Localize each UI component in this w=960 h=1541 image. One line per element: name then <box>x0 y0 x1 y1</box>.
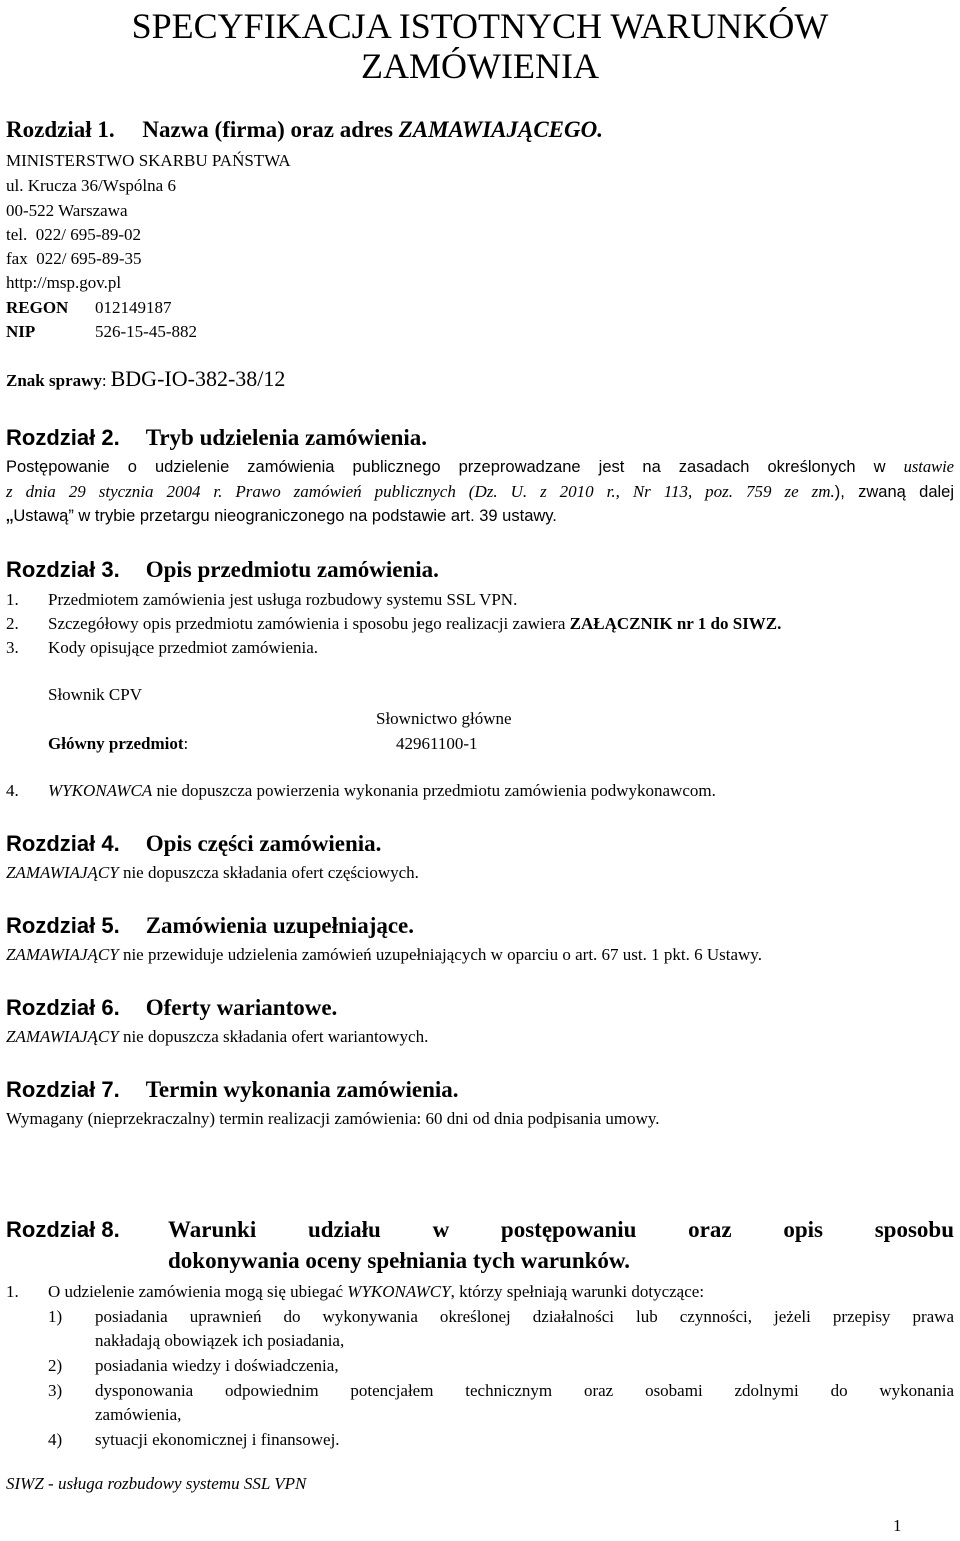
r8-item-text: O udzielenie zamówienia mogą się ubiegać WYKONAWCY, którzy spełniają warunki dotyczące: <box>48 1282 705 1301</box>
r4-title: Opis części zamówienia. <box>145 831 382 856</box>
r7-text: Wymagany (nieprzekraczalny) termin realizacji zamówienia: 60 dni od dnia podpisania umowy. <box>6 1109 660 1128</box>
r8-sub-num: 3) <box>48 1381 63 1400</box>
r4-text: ZAMAWIAJĄCY nie dopuszcza składania ofert częściowych. <box>6 863 419 882</box>
r3-item-text: Przedmiotem zamówienia jest usługa rozbudowy systemu SSL VPN. <box>48 590 518 609</box>
cpv-row-code: 42961100-1 <box>396 734 478 753</box>
r3-item4-text: WYKONAWCA nie dopuszcza powierzenia wykonania przedmiotu zamówienia podwykonawcom. <box>48 781 716 800</box>
nip-label: NIP <box>6 322 36 341</box>
r1-title: Nazwa (firma) oraz adres ZAMAWIAJĄCEGO. <box>142 117 603 142</box>
r8-sub-text: dysponowania odpowiednim potencjałem technicznym oraz osobami zdolnymi do wykonania <box>95 1381 954 1400</box>
r8-sub-text-cont: nakładają obowiązek ich posiadania, <box>95 1331 345 1350</box>
page-footer: SIWZ - usługa rozbudowy systemu SSL VPN <box>6 1474 307 1493</box>
r3-item-text: Szczegółowy opis przedmiotu zamówienia i sposobu jego realizacji zawiera ZAŁĄCZNIK nr 1 do SIWZ. <box>48 614 782 633</box>
r8-label: Rozdział 8. <box>6 1217 120 1242</box>
r3-label: Rozdział 3. <box>6 557 120 582</box>
address-line: tel. 022/ 695-89-02 <box>6 225 142 244</box>
r3-heading <box>6 557 439 583</box>
znak-label: Znak sprawy <box>6 371 102 390</box>
r5-text: ZAMAWIAJĄCY nie przewiduje udzielenia zamówień uzupełniających w oparciu o art. 67 ust. 1 pkt. 6 Ustawy. <box>6 945 762 964</box>
r5-title: Zamówienia uzupełniające. <box>145 913 415 938</box>
address-line: http://msp.gov.pl <box>6 273 122 292</box>
r2-paragraph-line2: z dnia 29 stycznia 2004 r. Prawo zamówień publicznych (Dz. U. z 2010 r., Nr 113, poz. 759 ze zm.), zwaną dalej <box>6 482 954 501</box>
cpv-column-header: Słownictwo główne <box>376 709 512 728</box>
r3-item-num: 3. <box>6 638 19 657</box>
znak-value: BDG-IO-382-38/12 <box>110 366 286 391</box>
r5-heading <box>6 913 414 939</box>
r8-sub-num: 1) <box>48 1307 63 1326</box>
r2-label: Rozdział 2. <box>6 425 120 450</box>
r8-title-line2: dokonywania oceny spełniania tych warunków. <box>168 1248 631 1273</box>
r6-label: Rozdział 6. <box>6 995 120 1020</box>
r5-label: Rozdział 5. <box>6 913 120 938</box>
r8-sub-num: 2) <box>48 1356 63 1375</box>
r7-heading <box>6 1077 459 1103</box>
regon-label: REGON <box>6 298 69 317</box>
r6-heading <box>6 995 337 1021</box>
r1-label: Rozdział 1. <box>6 117 115 142</box>
r8-item-num: 1. <box>6 1282 19 1301</box>
r2-title: Tryb udzielenia zamówienia. <box>145 425 427 450</box>
r3-item-num: 1. <box>6 590 19 609</box>
cpv-row-label: Główny przedmiot: <box>48 734 189 753</box>
r7-title: Termin wykonania zamówienia. <box>145 1077 459 1102</box>
nip-value: 526-15-45-882 <box>95 322 197 341</box>
doc-title-line2: ZAMÓWIENIA <box>361 46 599 86</box>
r3-item-num: 2. <box>6 614 19 633</box>
r6-text: ZAMAWIAJĄCY nie dopuszcza składania ofert wariantowych. <box>6 1027 429 1046</box>
r8-sub-text: posiadania wiedzy i doświadczenia, <box>95 1356 339 1375</box>
r2-paragraph-line1: Postępowanie o udzielenie zamówienia publicznego przeprowadzane jest na zasadach określonych w ustawie <box>6 457 954 476</box>
r3-item-text: Kody opisujące przedmiot zamówienia. <box>48 638 319 657</box>
address-line: fax 022/ 695-89-35 <box>6 249 142 268</box>
r8-sub-num: 4) <box>48 1430 63 1449</box>
regon-value: 012149187 <box>95 298 172 317</box>
address-line: ul. Krucza 36/Wspólna 6 <box>6 176 176 195</box>
r1-heading <box>6 117 603 143</box>
r4-label: Rozdział 4. <box>6 831 120 856</box>
r3-item4-num: 4. <box>6 781 19 800</box>
r8-sub-text-cont: zamówienia, <box>95 1405 182 1424</box>
r2-heading <box>6 425 427 451</box>
r8-sub-text: posiadania uprawnień do wykonywania określonej działalności lub czynności, jeżeli przepisy prawa <box>95 1307 954 1326</box>
r8-sub-text: sytuacji ekonomicznej i finansowej. <box>95 1430 340 1449</box>
r2-paragraph-line3: „Ustawą” w trybie przetargu nieograniczonego na podstawie art. 39 ustawy. <box>6 501 557 526</box>
doc-title-line1: SPECYFIKACJA ISTOTNYCH WARUNKÓW <box>131 6 829 46</box>
address-line: 00-522 Warszawa <box>6 201 128 220</box>
cpv-title: Słownik CPV <box>48 685 142 704</box>
r4-heading <box>6 831 381 857</box>
r6-title: Oferty wariantowe. <box>145 995 338 1020</box>
page-number: 1 <box>893 1516 902 1535</box>
r3-title: Opis przedmiotu zamówienia. <box>145 557 439 582</box>
znak-sprawy: Znak sprawy: BDG-IO-382-38/12 <box>6 366 286 391</box>
r8-title-line1: Warunki udziału w postępowaniu oraz opis sposobu <box>168 1217 954 1242</box>
r7-label: Rozdział 7. <box>6 1077 120 1102</box>
address-line: MINISTERSTWO SKARBU PAŃSTWA <box>6 151 291 170</box>
